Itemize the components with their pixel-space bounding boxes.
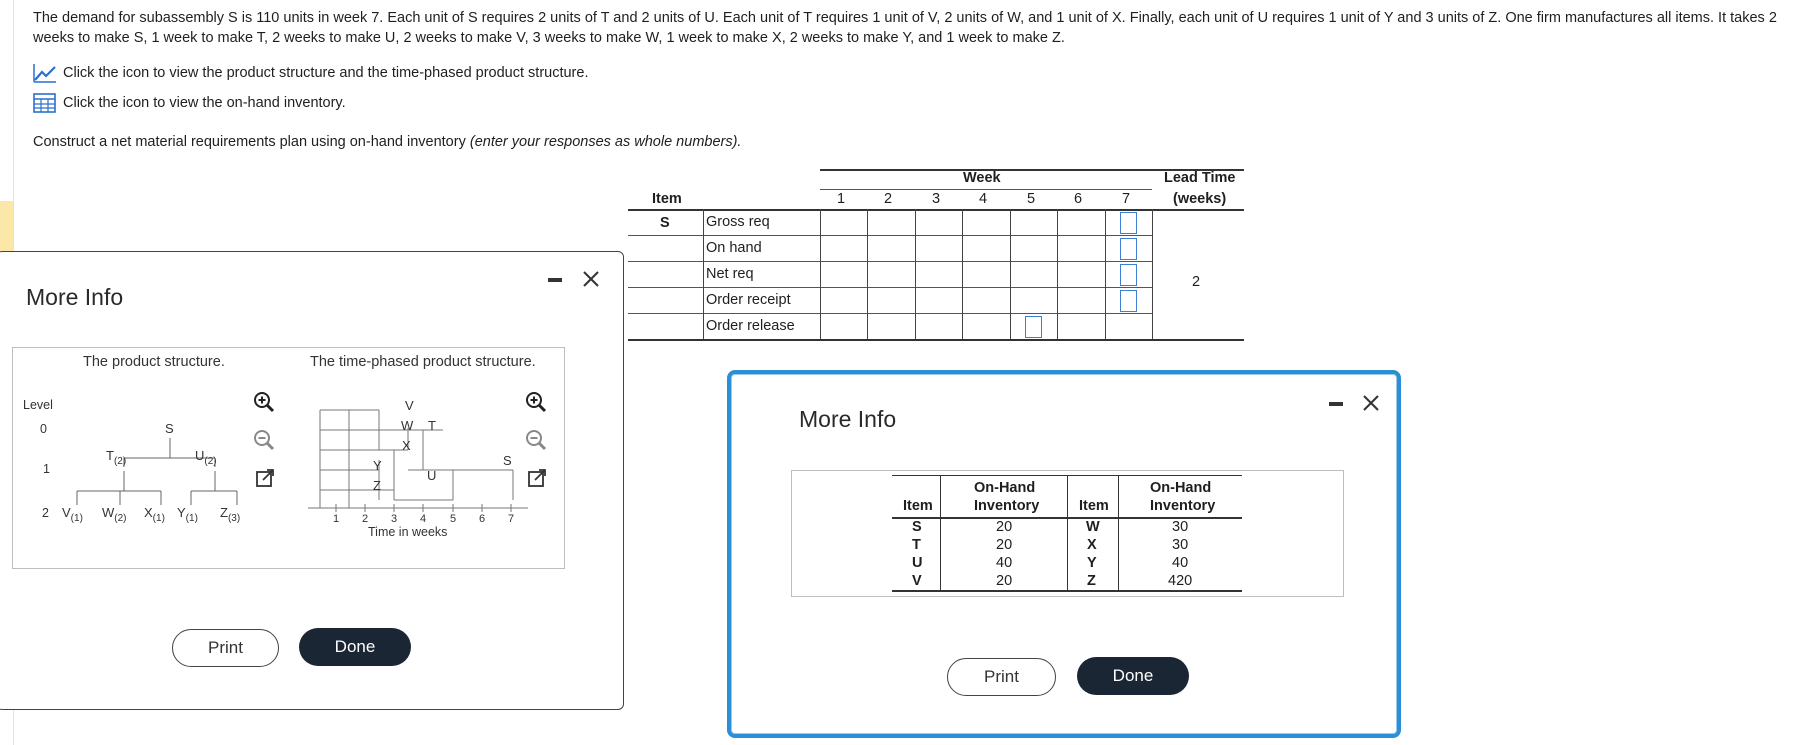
left-highlight-tab (0, 201, 13, 251)
axis-tick-3: 3 (391, 513, 398, 525)
header-onhand-right: On-Hand (1150, 480, 1212, 496)
inv-item: V (912, 573, 922, 589)
zoom-out-icon[interactable] (252, 428, 276, 452)
tp-w: W (401, 418, 414, 433)
lead-time-header-weeks: (weeks) (1173, 191, 1227, 207)
time-phased-label: The time-phased product structure. (310, 354, 536, 370)
product-structure-dialog (0, 251, 624, 710)
header-item-left: Item (903, 498, 933, 514)
inventory-box (791, 470, 1344, 597)
lead-time-header: Lead Time (1164, 170, 1236, 186)
dialog-title: More Info (26, 284, 124, 310)
inv-item: T (912, 537, 921, 553)
level-1: 1 (43, 462, 50, 476)
inv-item: X (1087, 537, 1097, 553)
level-2: 2 (42, 506, 49, 520)
header-inventory-right: Inventory (1150, 498, 1216, 514)
close-icon[interactable] (1360, 392, 1382, 414)
level-label: Level (23, 398, 53, 412)
table-icon[interactable] (33, 93, 57, 113)
inv-item: W (1086, 519, 1100, 535)
header-item-right: Item (1079, 498, 1109, 514)
print-button[interactable]: Print (947, 658, 1056, 696)
dialog-title: More Info (799, 406, 897, 432)
week-1-label: 1 (837, 191, 846, 207)
inv-qty: 30 (1172, 519, 1189, 535)
zoom-in-icon[interactable] (252, 390, 276, 414)
inv-qty: 40 (1172, 555, 1189, 571)
tree-w: $W_{(2)}$ (102, 505, 127, 524)
tp-v: V (405, 398, 414, 413)
tree-root-s: S (165, 421, 174, 436)
row-net-req: Net req (706, 266, 754, 282)
tree-t: $T_{(2)}$ (106, 448, 127, 467)
header-onhand-left: On-Hand (974, 480, 1036, 496)
tp-t: T (428, 418, 436, 433)
tp-s: S (503, 453, 512, 468)
net-req-week7-input[interactable] (1120, 264, 1137, 286)
inventory-table (892, 475, 1242, 595)
axis-tick-7: 7 (508, 513, 515, 525)
inv-item: S (912, 519, 922, 535)
axis-tick-1: 1 (333, 513, 340, 525)
lead-time-value: 2 (1192, 274, 1201, 290)
product-structure-label: The product structure. (83, 354, 225, 370)
axis-tick-6: 6 (479, 513, 486, 525)
close-icon[interactable] (580, 268, 602, 290)
axis-tick-2: 2 (362, 513, 369, 525)
inv-item: Z (1087, 573, 1096, 589)
on-hand-link-text[interactable]: Click the icon to view the on-hand inventory. (63, 95, 346, 111)
week-4-label: 4 (979, 191, 988, 207)
chart-icon[interactable] (33, 63, 57, 83)
instruction-text: Construct a net material requirements plan using on-hand inventory (enter your responses as whole numbers). (33, 134, 742, 150)
row-gross-req: Gross req (706, 214, 770, 230)
row-order-receipt: Order receipt (706, 292, 791, 308)
row-on-hand: On hand (706, 240, 762, 256)
product-structure-link-text[interactable]: Click the icon to view the product structure and the time-phased product structure. (63, 65, 589, 81)
inv-qty: 30 (1172, 537, 1189, 553)
on-hand-link[interactable] (33, 93, 346, 113)
open-external-icon[interactable] (253, 466, 277, 490)
week-2-label: 2 (884, 191, 893, 207)
inv-item: U (912, 555, 923, 571)
order-receipt-week7-input[interactable] (1120, 290, 1137, 312)
tp-y: Y (373, 458, 382, 473)
problem-text: The demand for subassembly S is 110 units in week 7. Each unit of S requires 2 units of T and 2 units of U. Each unit of T requires 1 unit of V, 2 units of W, and 1 unit of X. Finally, each unit of U requires 1 unit of Y and 3 units of Z. One firm manufactures all items. It takes 2 weeks to make S, 1 week to make T, 2 weeks to make U, 2 weeks to make V, 3 weeks to make W, 1 week to make X, 2 weeks to make Y, and 1 week to make Z. (33, 10, 1777, 46)
item-header: Item (652, 191, 682, 207)
zoom-in-icon[interactable] (524, 390, 548, 414)
time-phased-chart (320, 410, 513, 508)
axis-tick-5: 5 (450, 513, 457, 525)
tree-u: $U_{(2)}$ (195, 448, 217, 467)
open-external-icon[interactable] (525, 466, 549, 490)
zoom-out-icon[interactable] (524, 428, 548, 452)
product-structure-link[interactable] (33, 63, 588, 83)
inv-qty: 40 (996, 555, 1013, 571)
print-button[interactable]: Print (172, 629, 279, 667)
inv-qty: 20 (996, 573, 1013, 589)
week-header: Week (963, 170, 1001, 186)
tree-v: $V_{(1)}$ (62, 505, 83, 524)
tp-z: Z (373, 478, 381, 493)
tree-y: $Y_{(1)}$ (177, 505, 198, 524)
tree-z: $Z_{(3)}$ (220, 505, 241, 524)
order-release-week5-input[interactable] (1025, 316, 1042, 338)
week-7-label: 7 (1122, 191, 1131, 207)
tp-x: X (402, 438, 411, 453)
tree-x: $X_{(1)}$ (144, 505, 165, 524)
on-hand-inventory-dialog (727, 370, 1401, 738)
axis-label: Time in weeks (368, 525, 448, 539)
axis-tick-4: 4 (420, 513, 427, 525)
minimize-icon[interactable] (545, 268, 567, 290)
header-inventory-left: Inventory (974, 498, 1040, 514)
product-structure-figure (13, 348, 566, 570)
done-button[interactable]: Done (1077, 657, 1189, 695)
done-button[interactable]: Done (299, 628, 411, 666)
gross-req-week7-input[interactable] (1120, 212, 1137, 234)
structure-figure (12, 347, 565, 569)
inv-qty: 20 (996, 519, 1013, 535)
item-s-label: S (660, 215, 670, 231)
on-hand-week7-input[interactable] (1120, 238, 1137, 260)
week-5-label: 5 (1027, 191, 1036, 207)
minimize-icon[interactable] (1326, 392, 1348, 414)
row-order-release: Order release (706, 318, 795, 334)
mrp-table (628, 169, 1244, 343)
week-6-label: 6 (1074, 191, 1083, 207)
week-3-label: 3 (932, 191, 941, 207)
inv-qty: 420 (1168, 573, 1193, 589)
inv-item: Y (1087, 555, 1097, 571)
level-0: 0 (40, 422, 47, 436)
inv-qty: 20 (996, 537, 1013, 553)
tp-u: U (427, 468, 437, 483)
